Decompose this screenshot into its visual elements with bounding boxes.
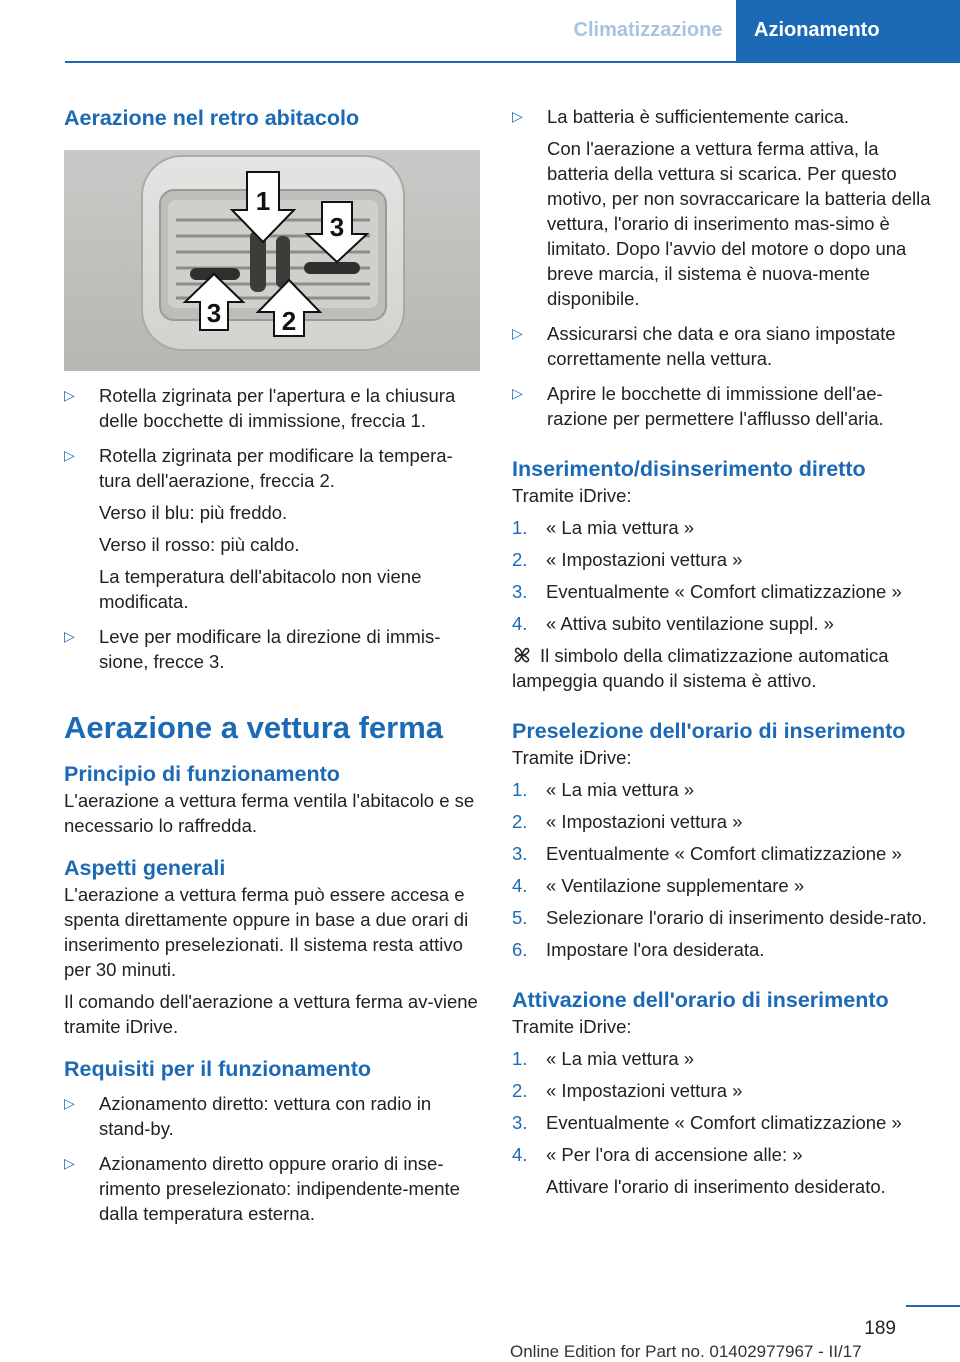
general-text-2: Il comando dell'aerazione a vettura ferma av‐viene tramite iDrive.	[64, 991, 478, 1037]
direct-intro: Tramite iDrive:	[512, 485, 632, 506]
list-item: 4. « Ventilazione supplementare »	[512, 875, 805, 896]
list-item-text: Rotella zigrinata per modificare la tempera‐tura dell'aerazione, freccia 2.	[99, 445, 453, 491]
footer-rule	[906, 1305, 960, 1307]
list-item	[512, 321, 932, 371]
list-item: 6. Impostare l'ora desiderata.	[512, 939, 765, 960]
list-item-text: Rotella zigrinata per l'apertura e la chiusura delle bocchette di immissione, freccia 1.	[99, 385, 456, 431]
list-item-text: Azionamento diretto oppure orario di inse‐rimento preselezionato: indipendente‐mente dalla temperatura esterna.	[99, 1153, 460, 1224]
rear-vent-list	[64, 383, 480, 674]
list-item: 1. « La mia vettura »	[512, 517, 695, 538]
fan-icon	[512, 645, 532, 665]
list-item: 1. « La mia vettura »	[512, 1048, 695, 1069]
list-item-text: Aprire le bocchette di immissione dell'ae‐razione per permettere l'afflusso dell'aria.	[547, 383, 884, 429]
list-item	[64, 1091, 480, 1141]
preselection-title: Preselezione dell'orario di inserimento	[512, 719, 906, 743]
main-title: Aerazione a vettura ferma	[64, 710, 444, 745]
right-column	[512, 98, 932, 1199]
rear-vent-figure	[64, 150, 480, 371]
direct-steps	[512, 515, 932, 636]
figure-label-2: 2	[281, 306, 297, 336]
left-column	[64, 98, 480, 1226]
triangle-right-icon: ▷	[512, 385, 523, 401]
figure-label-1: 1	[255, 186, 271, 216]
activation-intro: Tramite iDrive:	[512, 1016, 632, 1037]
direct-title: Inserimento/disinserimento diretto	[512, 457, 866, 481]
list-item: 1. « La mia vettura »	[512, 779, 695, 800]
requirements-list	[64, 1091, 480, 1226]
triangle-right-icon: ▷	[64, 628, 75, 644]
list-item-sub: Con l'aerazione a vettura ferma attiva, la batteria della vettura si scarica. Per questo motivo, per non sovraccaricare la batteria della vettura, l'orario di inserimento mas‐simo è limitato. Dopo l'avvio del motore o dopo una breve marcia, il sistema è nuova‐mente disponibile.	[547, 138, 931, 309]
preselection-steps	[512, 777, 932, 962]
header-section[interactable]: Climatizzazione	[573, 19, 723, 41]
list-item	[64, 383, 480, 433]
edition-note: Online Edition for Part no. 01402977967 - II/17	[510, 1342, 862, 1361]
list-item-text: Assicurarsi che data e ora siano impostate correttamente nella vettura.	[547, 323, 896, 369]
principle-title: Principio di funzionamento	[64, 762, 340, 786]
list-item: 4. « Per l'ora di accensione alle: » Attivare l'orario di inserimento desiderato.	[512, 1144, 886, 1197]
activation-steps	[512, 1046, 932, 1199]
header-rule	[65, 61, 960, 63]
triangle-right-icon: ▷	[64, 387, 75, 403]
list-item: 3. Eventualmente « Comfort climatizzazione »	[512, 1112, 902, 1133]
list-item: 2. « Impostazioni vettura »	[512, 811, 743, 832]
list-item-text: Azionamento diretto: vettura con radio in stand-by.	[99, 1093, 432, 1139]
triangle-right-icon: ▷	[64, 1155, 75, 1171]
page-number: 189	[864, 1318, 896, 1339]
principle-text: L'aerazione a vettura ferma ventila l'abitacolo e se necessario lo raffredda.	[64, 790, 475, 836]
rear-vent-title: Aerazione nel retro abitacolo	[64, 106, 360, 130]
list-item	[64, 1151, 480, 1226]
figure-label-3-right: 3	[329, 212, 345, 242]
preselection-intro: Tramite iDrive:	[512, 747, 632, 768]
triangle-right-icon: ▷	[512, 108, 523, 124]
list-item: 4. « Attiva subito ventilazione suppl. »	[512, 613, 834, 634]
triangle-right-icon: ▷	[64, 1095, 75, 1111]
general-title: Aspetti generali	[64, 856, 226, 880]
requirements-title: Requisiti per il funzionamento	[64, 1057, 371, 1081]
list-item	[64, 624, 480, 674]
list-item	[512, 381, 932, 431]
list-item-sub: La temperatura dell'abitacolo non viene modificata.	[99, 566, 422, 612]
list-item-sub: Verso il rosso: più caldo.	[99, 534, 300, 555]
header-subsection[interactable]: Azionamento	[736, 0, 960, 61]
list-item: 5. Selezionare l'orario di inserimento deside‐rato.	[512, 907, 927, 928]
list-item-text: La batteria è sufficientemente carica.	[547, 106, 849, 127]
triangle-right-icon: ▷	[64, 447, 75, 463]
list-item-sub: Verso il blu: più freddo.	[99, 502, 288, 523]
general-text-1: L'aerazione a vettura ferma può essere accesa e spenta direttamente oppure in base a due orari di inserimento preselezionati. Il sistema resta attivo per 30 minuti.	[64, 884, 469, 980]
list-item	[64, 443, 480, 614]
triangle-right-icon: ▷	[512, 325, 523, 341]
list-item: 3. Eventualmente « Comfort climatizzazione »	[512, 843, 902, 864]
list-item-text: Leve per modificare la direzione di immis‐sione, frecce 3.	[99, 626, 441, 672]
direct-note: Il simbolo della climatizzazione automatica lampeggia quando il sistema è attivo.	[512, 645, 889, 691]
list-item: 2. « Impostazioni vettura »	[512, 549, 743, 570]
list-item	[512, 104, 932, 311]
activation-title: Attivazione dell'orario di inserimento	[512, 988, 889, 1012]
list-item: 3. Eventualmente « Comfort climatizzazione »	[512, 581, 902, 602]
list-item: 2. « Impostazioni vettura »	[512, 1080, 743, 1101]
figure-label-3-left: 3	[206, 298, 222, 328]
